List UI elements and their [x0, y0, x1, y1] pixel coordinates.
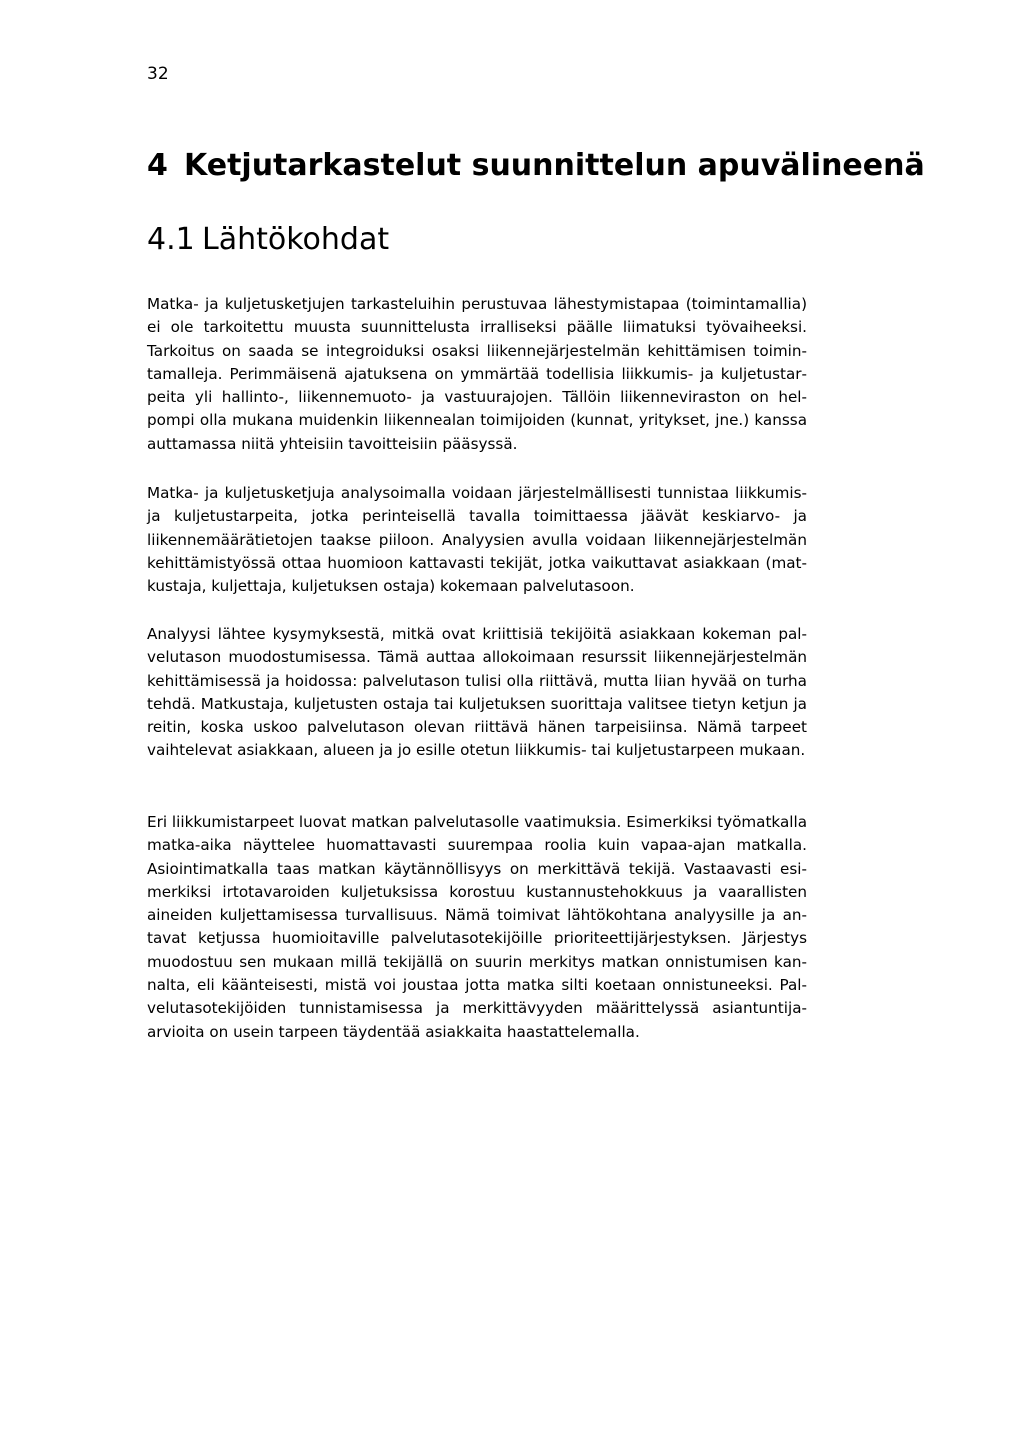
body-paragraph: Matka- ja kuljetusketjuja analysoimalla voidaan järjestelmällisesti tunnistaa liikkumis- ja kuljetustarpeita, jotka perinteisellä tavalla toimittaessa jäävät keskiarvo- ja liikennemäärätietojen taakse piiloon. Analyysien avulla voidaan liikennejärjestelmän kehittämistyössä ottaa huomioon kattavasti tekijät, jotka vaikuttavat asiakkaan (matkustaja, kuljettaja, kuljetuksen ostaja) kokemaan palvelutasoon.: [147, 484, 807, 596]
chapter-title: Ketjutarkastelut suunnittelun apuvälineenä: [184, 148, 925, 183]
section-title: Lähtökohdat: [202, 222, 390, 257]
page-number: 32: [147, 64, 169, 84]
section-heading: [147, 218, 389, 262]
chapter-number: 4: [147, 148, 168, 183]
chapter-heading: [147, 144, 925, 188]
body-paragraph: Matka- ja kuljetusketjujen tarkasteluihin perustuvaa lähestymistapaa (toimintamallia) ei ole tarkoitettu muusta suunnittelusta irralliseksi päälle liimatuksi työvaiheeksi. Tarkoitus on saada se integroiduksi osaksi liikennejärjestelmän kehittämisen toimintamalleja. Perimmäisenä ajatuksena on ymmärtää todellisia liikkumis- ja kuljetustarpeita yli hallinto-, liikennemuoto- ja vastuurajojen. Tällöin liikenneviraston on helpompi olla mukana muidenkin liikennealan toimijoiden (kunnat, yritykset, jne.) kanssa auttamassa niitä yhteisiin tavoitteisiin pääsyssä.: [147, 295, 807, 453]
body-paragraph: Eri liikkumistarpeet luovat matkan palvelutasolle vaatimuksia. Esimerkiksi työmatkalla matka-aika näyttelee huomattavasti suurempaa roolia kuin vapaa-ajan matkalla. Asiointimatkalla taas matkan käytännöllisyys on merkittävä tekijä. Vastaavasti esimerkiksi irtotavaroiden kuljetuksissa korostuu kustannustehokkuus ja vaarallisten aineiden kuljettamisessa turvallisuus. Nämä toimivat lähtökohtana analyysille ja antavat ketjussa huomioitaville palvelutasotekijöille prioriteettijärjestyksen. Järjestys muodostuu sen mukaan millä tekijällä on suurin merkitys matkan onnistumisen kannalta, eli käänteisesti, mistä voi joustaa jotta matka silti koetaan onnistuneeksi. Palvelutasotekijöiden tunnistamisessa ja merkittävyyden määrittelyssä asiantuntijaarvioita on usein tarpeen täydentää asiakkaita haastattelemalla.: [147, 813, 807, 1041]
body-paragraph: Analyysi lähtee kysymyksestä, mitkä ovat kriittisiä tekijöitä asiakkaan kokeman palvelutason muodostumisessa. Tämä auttaa allokoimaan resurssit liikennejärjestelmän kehittämisessä ja hoidossa: palvelutason tulisi olla riittävä, mutta liian hyvää on turha tehdä. Matkustaja, kuljetusten ostaja tai kuljetuksen suorittaja valitsee tietyn ketjun ja reitin, koska uskoo palvelutason olevan riittävä hänen tarpeisiinsa. Nämä tarpeet vaihtelevat asiakkaan, alueen ja jo esille otetun liikkumis- tai kuljetustarpeen mukaan.: [147, 625, 807, 760]
section-number: 4.1: [147, 222, 195, 257]
